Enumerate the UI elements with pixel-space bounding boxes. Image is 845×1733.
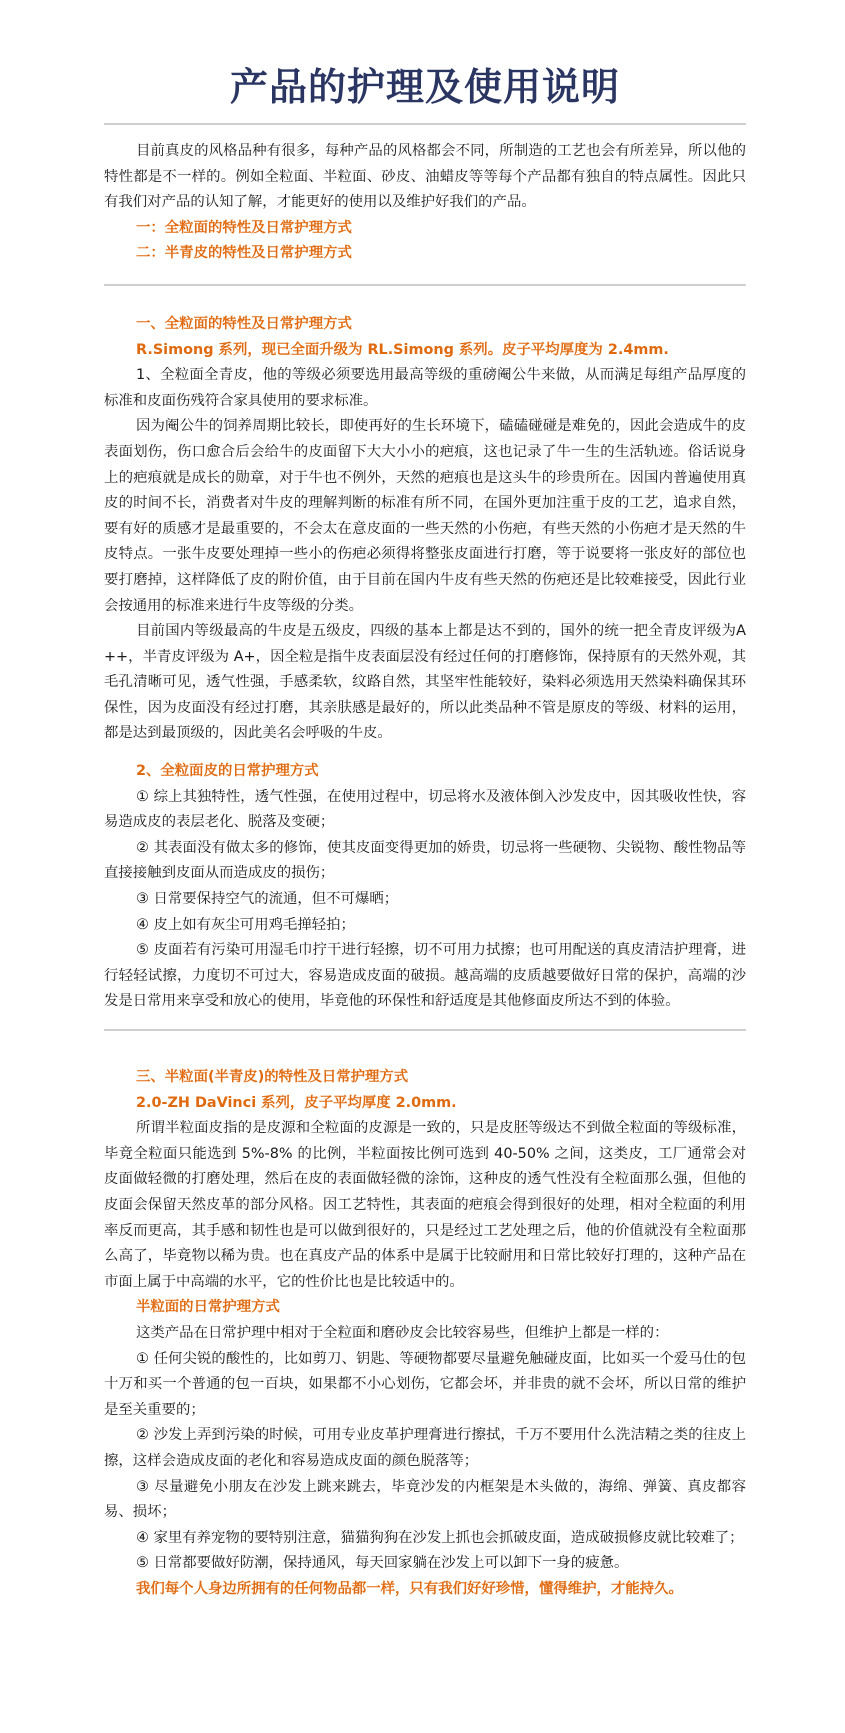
divider [104,284,746,286]
divider [104,123,746,125]
section-full-grain [104,312,746,747]
body-paragraph: 1、全粒面全青皮，他的等级必须要选用最高等级的重磅阉公牛来做，从而满足每组产品厚度的标准和皮面伤残符合家具使用的要求标准。 [104,367,746,409]
toc-item-half-grain: 二：半青皮的特性及日常护理方式 [136,245,352,262]
care-item: ④ 皮上如有灰尘可用鸡毛掸轻拍； [136,916,355,933]
section-heading: 三、半粒面(半青皮)的特性及日常护理方式 [136,1069,409,1085]
divider [104,1029,746,1031]
series-note: 2.0-ZH DaVinci 系列，皮子平均厚度 2.0mm. [136,1094,457,1111]
care-heading: 半粒面的日常护理方式 [136,1299,280,1316]
series-note: R.Simong 系列，现已全面升级为 RL.Simong 系列。皮子平均厚度为 2.4mm. [136,341,669,358]
full-grain-care [104,759,746,1015]
page-title: 产品的护理及使用说明 [229,65,620,109]
section-heading: 一、全粒面的特性及日常护理方式 [136,315,352,332]
care-item: ① 任何尖锐的酸性的，比如剪刀、钥匙、等硬物都要尽量避免触碰皮面，比如买一个爱马仕的包十万和买一个普通的包一百块，如果都不小心划伤，它都会坏，并非贵的就不会坏，所以日常的维护是至关重要的； [104,1350,746,1418]
intro-paragraph: 目前真皮的风格品种有很多，每种产品的风格都会不同，所制造的工艺也会有所差异，所以他的特性都是不一样的。例如全粒面、半粒面、砂皮、油蜡皮等等每个产品都有独自的特点属性。因此只有我们对产品的认知了解，才能更好的使用以及维护好我们的产品。 [104,143,746,211]
care-item: ③ 日常要保持空气的流通，但不可爆晒； [136,891,399,908]
document-page [104,0,746,1602]
body-paragraph: 所谓半粒面皮指的是皮源和全粒面的皮源是一致的，只是皮胚等级达不到做全粒面的等级标准，毕竟全粒面只能选到 5%-8% 的比例，半粒面按比例可选到 40-50% 之间，这类皮，工厂通常会对皮面做轻微的打磨处理，然后在皮的表面做轻微的涂饰，这种皮的透气性没有全粒面那么强，但他的皮面会保留天然皮革的部分风格。因工艺特性，其表面的疤痕会得到很好的处理，相对全粒面的利用率反而更高，其手感和韧性也是可以做到很好的，只是经过工艺处理之后，他的价值就没有全粒面那么高了，毕竟物以稀为贵。也在真皮产品的体系中是属于比较耐用和日常比较好打理的，这种产品在市面上属于中高端的水平，它的性价比也是比较适中的。 [104,1120,746,1290]
care-item: ① 综上其独特性，透气性强，在使用过程中，切忌将水及液体倒入沙发皮中，因其吸收性快，容易造成皮的表层老化、脱落及变硬； [104,788,746,831]
care-intro: 这类产品在日常护理中相对于全粒面和磨砂皮会比较容易些，但维护上都是一样的： [136,1324,669,1341]
care-item: ⑤ 皮面若有污染可用湿毛巾拧干进行轻擦，切不可用力拭擦；也可用配送的真皮清洁护理膏，进行轻轻试擦，力度切不可过大，容易造成皮面的破损。越高端的皮质越要做好日常的保护，高端的沙发是日常用来享受和放心的使用，毕竟他的环保性和舒适度是其他修面皮所达不到的体验。 [104,942,746,1010]
care-item: ③ 尽量避免小朋友在沙发上跳来跳去，毕竟沙发的内框架是木头做的，海绵、弹簧、真皮都容易、损坏； [104,1478,746,1521]
care-item: ② 其表面没有做太多的修饰，使其皮面变得更加的娇贵，切忌将一些硬物、尖锐物、酸性物品等直接接触到皮面从而造成皮的损伤； [104,839,746,882]
care-heading: 2、全粒面皮的日常护理方式 [136,763,319,780]
closing-note: 我们每个人身边所拥有的任何物品都一样，只有我们好好珍惜，懂得维护，才能持久。 [136,1580,683,1597]
care-item: ⑤ 日常都要做好防潮，保持通风，每天回家躺在沙发上可以卸下一身的疲惫。 [136,1555,629,1572]
care-item: ④ 家里有养宠物的要特别注意，猫猫狗狗在沙发上抓也会抓破皮面，造成破损修皮就比较难了； [136,1529,744,1546]
care-item: ② 沙发上弄到污染的时候，可用专业皮革护理膏进行擦拭，千万不要用什么洗洁精之类的往皮上擦，这样会造成皮面的老化和容易造成皮面的颜色脱落等； [104,1427,746,1469]
toc-item-full-grain: 一：全粒面的特性及日常护理方式 [136,219,352,236]
body-paragraph: 目前国内等级最高的牛皮是五级皮，四级的基本上都是达不到的，国外的统一把全青皮评级为A++，半青皮评级为 A+，因全粒是指牛皮表面层没有经过任何的打磨修饰，保持原有的天然外观，其毛孔清晰可见，透气性强，手感柔软，纹路自然，其坚牢性能较好，染料必须选用天然染料确保其环保性，因为皮面没有经过打磨，其亲肤感是最好的，所以此类品种不管是原皮的等级、材料的运用，都是达到最顶级的，因此美名会呼吸的牛皮。 [104,623,746,742]
intro-block [104,139,746,267]
body-paragraph: 因为阉公牛的饲养周期比较长，即使再好的生长环境下，磕磕碰碰是难免的，因此会造成牛的皮表面划伤，伤口愈合后会给牛的皮面留下大大小小的疤痕，这也记录了牛一生的生活轨迹。俗话说身上的疤痕就是成长的勋章，对于牛也不例外，天然的疤痕也是这头牛的珍贵所在。因国内普遍使用真皮的时间不长，消费者对牛皮的理解判断的标准有所不同，在国外更加注重于皮的工艺，追求自然，要有好的质感才是最重要的，不会太在意皮面的一些天然的小伤疤，有些天然的小伤疤才是天然的牛皮特点。一张牛皮要处理掉一些小的伤疤必须得将整张皮面进行打磨，等于说要将一张皮好的部位也要打磨掉，这样降低了皮的附价值，由于目前在国内牛皮有些天然的伤疤还是比较难接受，因此行业会按通用的标准来进行牛皮等级的分类。 [104,418,746,614]
section-half-grain [104,1065,746,1602]
